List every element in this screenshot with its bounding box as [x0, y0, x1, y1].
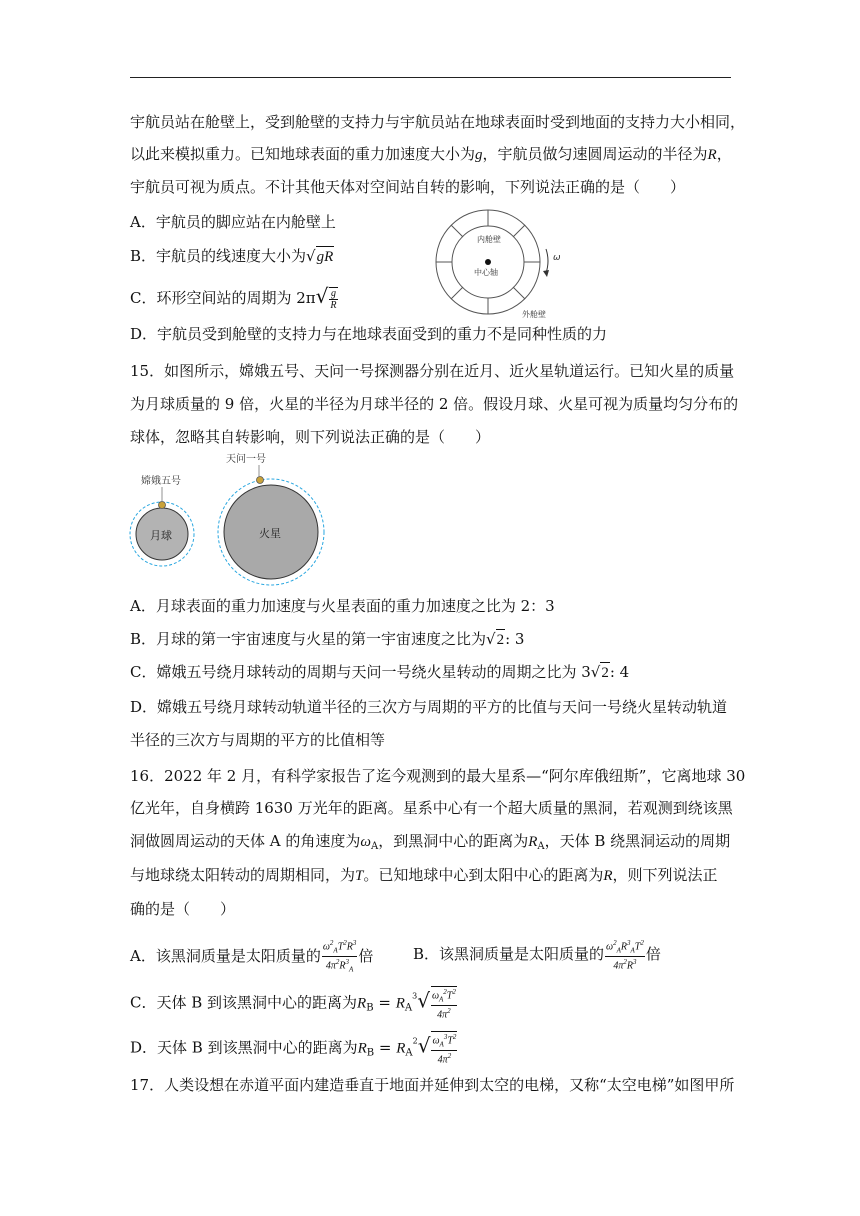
space-station-diagram: [430, 205, 590, 320]
q15-line-3: 球体，忽略其自转影响，则下列说法正确的是（ ）: [130, 428, 491, 446]
change5-probe-icon: [159, 502, 166, 509]
q14-option-d: D．宇航员受到舱壁的支持力与在地球表面受到的重力不是同种性质的力: [130, 325, 608, 343]
q14-option-a: A．宇航员的脚应站在内舱壁上: [130, 213, 336, 231]
q14-line-3: 宇航员可视为质点。不计其他天体对空间站自转的影响，下列说法正确的是（ ）: [130, 178, 686, 196]
q16-option-a: A．该黑洞质量是太阳质量的 $\frac{\omega^2_AT^2R^3}{4\pi^2R^3_A}$ 倍: [130, 939, 374, 974]
q15-option-a: A．月球表面的重力加速度与火星表面的重力加速度之比为 2：3: [130, 597, 555, 615]
q14-option-b: B．宇航员的线速度大小为√gR: [130, 247, 334, 265]
q16-line-1: 16．2022 年 2 月，有科学家报告了迄今观测到的最大星系—“阿尔库俄纽斯”，它离地球 30: [130, 767, 746, 785]
q15-option-d-line-2: 半径的三次方与周期的平方的比值相等: [130, 731, 386, 749]
mars-label: 火星: [259, 527, 281, 540]
q15-option-d-line-1: D．嫦娥五号绕月球转动轨道半径的三次方与周期的平方的比值与天问一号绕火星转动轨道: [130, 698, 728, 716]
q14-option-c: C．环形空间站的周期为 2π√ $\frac{g}{R}$: [130, 284, 337, 311]
q17-line-1: 17．人类设想在赤道平面内建造垂直于地面并延伸到太空的电梯，又称“太空电梯”如图甲所: [130, 1076, 735, 1094]
q16-option-b: B．该黑洞质量是太阳质量的 $\frac{\omega^2_AR^3_AT^2}{4\pi^2R^3}$ 倍: [413, 939, 661, 972]
q16-line-4: 与地球绕太阳转动的周期相同，为T。已知地球中心到太阳中心的距离为R，则下列说法正: [130, 866, 718, 884]
outer-wall-label: 外舱壁: [522, 310, 546, 319]
omega-label: ω: [553, 253, 561, 263]
inner-wall-label: 内舱壁: [477, 235, 501, 244]
q15-line-2: 为月球质量的 9 倍，火星的半径为月球半径的 2 倍。假设月球、火星可视为质量均匀分布的: [130, 395, 739, 413]
probe1-label: 嫦娥五号: [141, 476, 181, 487]
q14-line-1: 宇航员站在舱壁上，受到舱壁的支持力与宇航员站在地球表面时受到地面的支持力大小相同，: [130, 113, 746, 131]
center-axis-label: 中心轴: [474, 268, 498, 277]
moon-label: 月球: [150, 529, 172, 542]
center-axis-dot: [485, 259, 491, 265]
q14-line-2: 以此来模拟重力。已知地球表面的重力加速度大小为g，宇航员做匀速圆周运动的半径为R，: [130, 145, 732, 163]
q15-line-1: 15．如图所示，嫦娥五号、天问一号探测器分别在近月、近火星轨道运行。已知火星的质量: [130, 362, 735, 380]
q15-option-b: B．月球的第一宇宙速度与火星的第一宇宙速度之比为√2: 3: [130, 630, 525, 648]
rotation-arrow-icon: [543, 270, 549, 277]
header-rule: [130, 77, 731, 78]
moon-mars-diagram: [125, 448, 345, 588]
q16-option-c: C．天体 B 到该黑洞中心的距离为$R_B = R_A^3√$ $\frac{\omega_A^2T^2}{4\pi^2}$: [130, 988, 456, 1021]
q16-option-d: D．天体 B 到该黑洞中心的距离为$R_B = R_A^2√$ $\frac{\omega_A^3T^2}{4\pi^2}$: [130, 1033, 457, 1066]
q15-option-c: C．嫦娥五号绕月球转动的周期与天问一号绕火星转动的周期之比为 3√2: 4: [130, 663, 630, 681]
q16-line-2: 亿光年，自身横跨 1630 万光年的距离。星系中心有一个超大质量的黑洞，若观测到绕该黑: [130, 799, 733, 817]
probe2-label: 天问一号: [226, 454, 266, 465]
tianwen1-probe-icon: [257, 477, 264, 484]
q16-line-5: 确的是（ ）: [130, 900, 236, 918]
q16-line-3: 洞做圆周运动的天体 A 的角速度为$\omega_A$，到黑洞中心的距离为$R_A$，天体 B 绕黑洞运动的周期: [130, 832, 731, 852]
